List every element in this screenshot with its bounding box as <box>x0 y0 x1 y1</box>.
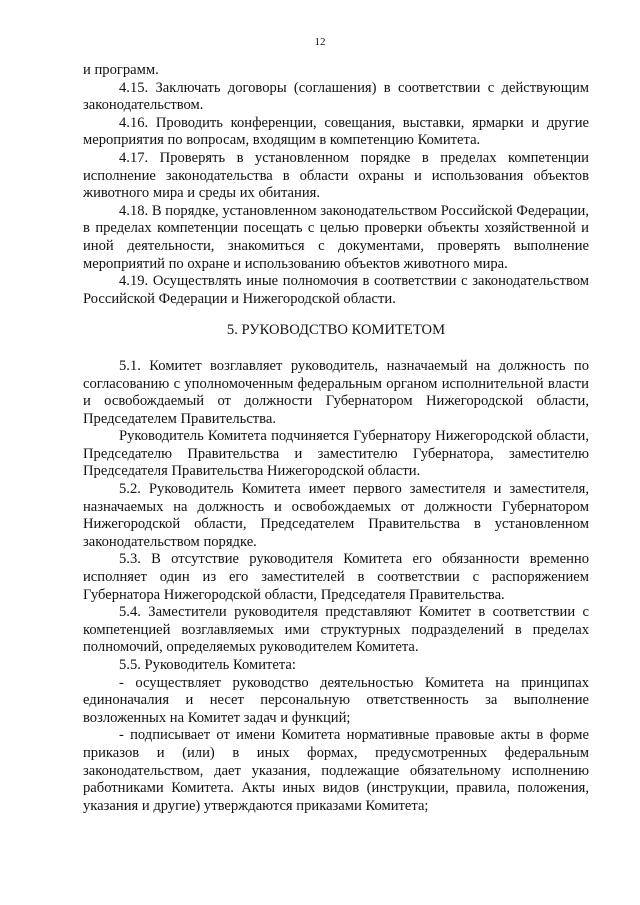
paragraph-4-16: 4.16. Проводить конференции, совещания, выставки, ярмарки и другие мероприятия по вопросам, входящим в компетенцию Комитета. <box>83 114 589 149</box>
page-number: 12 <box>314 36 326 48</box>
section-heading: 5. РУКОВОДСТВО КОМИТЕТОМ <box>226 322 446 339</box>
paragraph-5-2: 5.2. Руководитель Комитета имеет первого заместителя и заместителя, назначаемых на должность и освобождаемых от должности Губернатором Нижегородской области, Председателем Правительства в установленном законодательством порядке. <box>83 481 589 550</box>
list-item-management: - осуществляет руководство деятельностью Комитета на принципах единоначалия и несет персональную ответственность за выполнение возложенных на Комитет задач и функций; <box>83 674 589 726</box>
paragraph-4-15: 4.15. Заключать договоры (соглашения) в соответствии с действующим законодательством. <box>83 79 589 114</box>
list-item-signing: - подписывает от имени Комитета нормативные правовые акты в форме приказов и (или) в иных формах, предусмотренных федеральным законодательством, дает указания, подлежащие обязательному исполнению работниками Комитета. Акты иных видов (инструкции, правила, положения, указания и другие) утверждаются приказами Комитета; <box>83 727 589 814</box>
paragraph-continuation: и программ. <box>83 62 159 78</box>
paragraph-5-5: 5.5. Руководитель Комитета: <box>119 657 296 673</box>
paragraph-5-1-subordination: Руководитель Комитета подчиняется Губернатору Нижегородской области, Председателю Правительства и заместителю Губернатора, заместителю Председателя Правительства Нижегородской области. <box>83 428 589 480</box>
paragraph-4-17: 4.17. Проверять в установленном порядке в пределах компетенции исполнение законодательства в области охраны и использования объектов животного мира и среды их обитания. <box>83 149 589 202</box>
paragraph-5-3: 5.3. В отсутствие руководителя Комитета его обязанности временно исполняет один из его заместителей в соответствии с распоряжением Губернатора Нижегородской области, Председателя Правительства. <box>83 551 589 603</box>
paragraph-4-19: 4.19. Осуществлять иные полномочия в соответствии с законодательством Российской Федерации и Нижегородской области. <box>83 273 589 307</box>
paragraph-5-4: 5.4. Заместители руководителя представляют Комитет в соответствии с компетенцией возглавляемых ими структурных подразделений в пределах полномочий, определяемых руководителем Комитета. <box>83 604 589 656</box>
paragraph-5-1: 5.1. Комитет возглавляет руководитель, назначаемый на должность по согласованию с уполномоченным федеральным органом исполнительной власти и освобождаемый от должности Губернатором Нижегородской области, Председателем Правительства. <box>83 357 589 427</box>
document-body <box>83 62 589 815</box>
paragraph-4-18: 4.18. В порядке, установленном законодательством Российской Федерации, в пределах компетенции посещать с целью проверки объекты хозяйственной и иной деятельности, знакомиться с документами, проверять выполнение мероприятий по охране и использованию объектов животного мира. <box>83 202 589 272</box>
